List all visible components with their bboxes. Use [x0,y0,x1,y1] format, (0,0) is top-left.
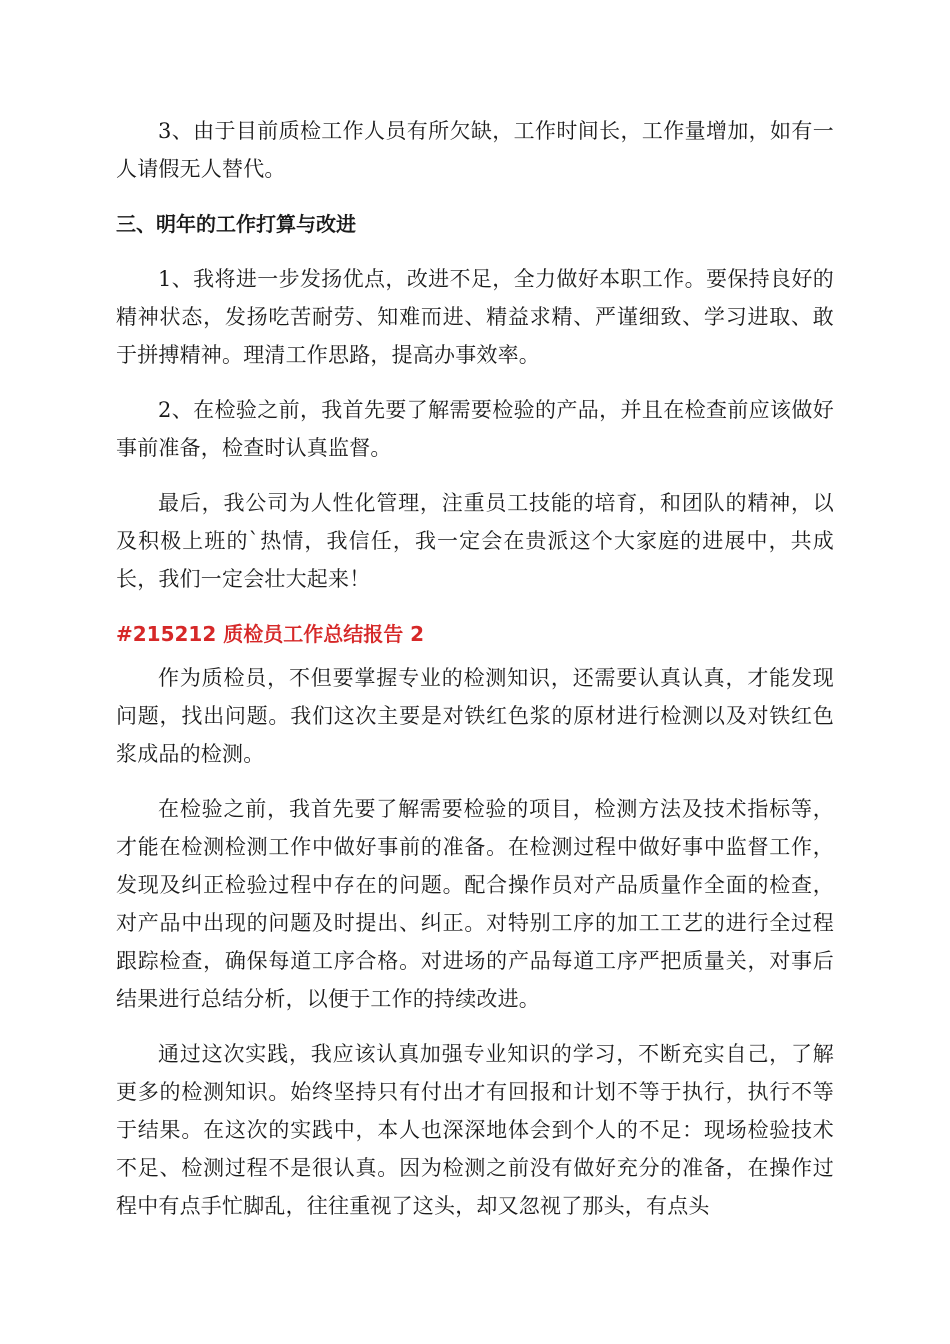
paragraph-report2-process: 在检验之前，我首先要了解需要检验的项目，检测方法及技术指标等，才能在检测检测工作中做好事前的准备。在检测过程中做好事中监督工作，发现及纠正检验过程中存在的问题。配合操作员对产品质量作全面的检查，对产品中出现的问题及时提出、纠正。对特别工序的加工工艺的进行全过程跟踪检查，确保每道工序合格。对进场的产品每道工序严把质量关，对事后结果进行总结分析，以便于工作的持续改进。 [116,797,834,1011]
paragraph-plan-1: 1、我将进一步发扬优点，改进不足，全力做好本职工作。要保持良好的精神状态，发扬吃苦耐劳、知难而进、精益求精、严谨细致、学习进取、敢于拼搏精神。理清工作思路，提高办事效率。 [116,267,834,367]
paragraph-staff-shortage: 3、由于目前质检工作人员有所欠缺，工作时间长，工作量增加，如有一人请假无人替代。 [116,119,834,181]
paragraph-closing: 最后，我公司为人性化管理，注重员工技能的培育，和团队的精神，以及积极上班的`热情，我信任，我一定会在贵派这个大家庭的进展中，共成长，我们一定会壮大起来！ [116,491,834,591]
document-page [116,112,834,1242]
paragraph-report2-intro: 作为质检员，不但要掌握专业的检测知识，还需要认真认真，才能发现问题，找出问题。我们这次主要是对铁红色浆的原材进行检测以及对铁红色浆成品的检测。 [116,666,834,766]
section-heading-next-year-plan: 三、明年的工作打算与改进 [116,212,356,236]
report-title-2: #215212 质检员工作总结报告 2 [116,622,425,646]
paragraph-plan-2: 2、在检验之前，我首先要了解需要检验的产品，并且在检查前应该做好事前准备，检查时认真监督。 [116,398,834,460]
paragraph-report2-reflection: 通过这次实践，我应该认真加强专业知识的学习，不断充实自己，了解更多的检测知识。始终坚持只有付出才有回报和计划不等于执行，执行不等于结果。在这次的实践中，本人也深深地体会到个人的不足：现场检验技术不足、检测过程不是很认真。因为检测之前没有做好充分的准备，在操作过程中有点手忙脚乱，往往重视了这头，却又忽视了那头，有点头 [116,1042,834,1218]
